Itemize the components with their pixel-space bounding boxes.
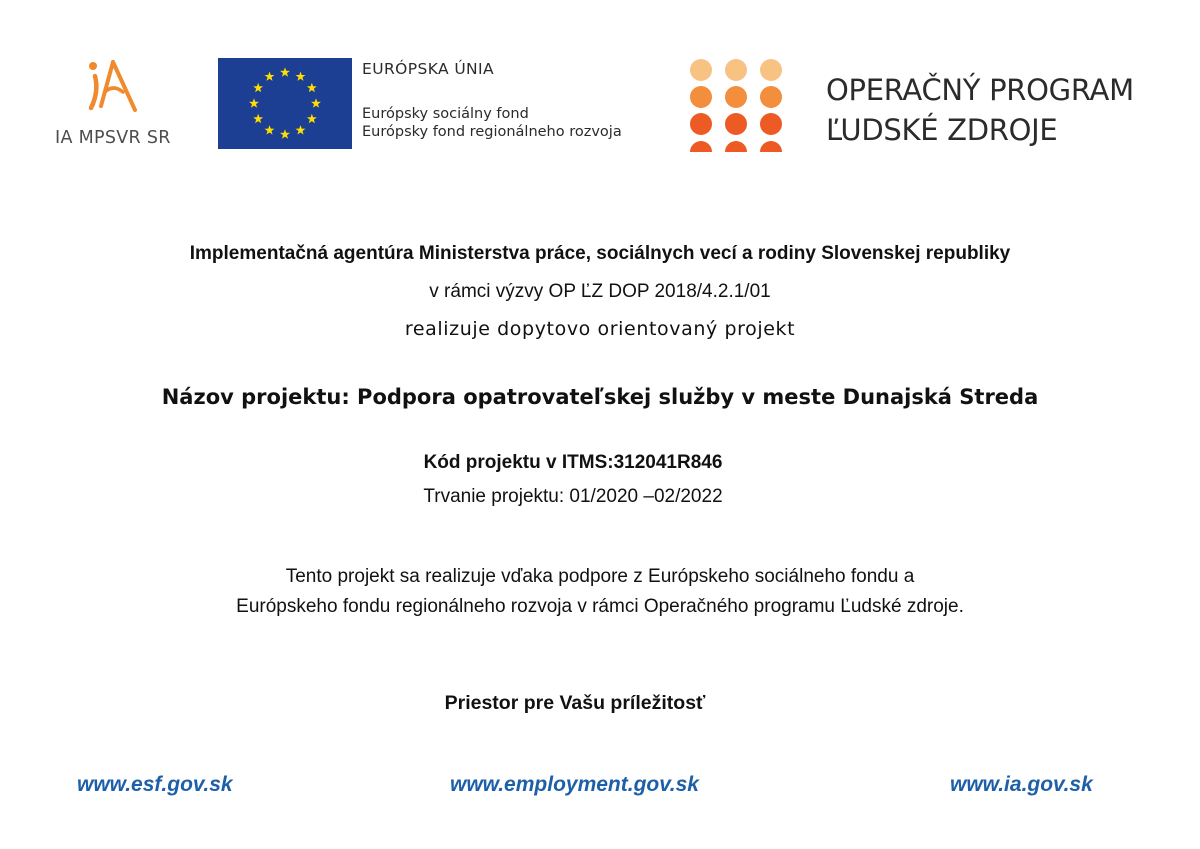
eu-star-icon	[296, 71, 306, 80]
eu-star-icon	[253, 114, 263, 123]
agency-heading: Implementačná agentúra Ministerstva práce, sociálnych vecí a rodiny Slovenskej republiky	[189, 243, 1011, 264]
project-name: Názov projektu: Podpora opatrovateľskej služby v meste Dunajská Streda	[161, 385, 1039, 409]
eu-star-icon	[249, 98, 259, 107]
op-title-line2: ĽUDSKÉ ZDROJE	[826, 113, 1058, 147]
eu-star-icon	[280, 129, 290, 138]
realize-text: realizuje dopytovo orientovaný projekt	[404, 318, 796, 340]
ia-logo-text: IA MPSVR SR	[55, 128, 171, 148]
eu-fund-erdf: Európsky fond regionálneho rozvoja	[362, 124, 622, 140]
description-line-1: Tento projekt sa realizuje vďaka podpore z Európskeho sociálneho fondu a	[285, 566, 915, 587]
link-ia[interactable]: www.ia.gov.sk	[950, 773, 1093, 796]
project-code: Kód projektu v ITMS:312041R846	[423, 452, 723, 473]
project-duration: Trvanie projektu: 01/2020 –02/2022	[423, 486, 723, 507]
eu-logo-text	[362, 60, 622, 140]
eu-star-icon	[265, 71, 275, 80]
eu-stars-icon	[218, 58, 352, 149]
eu-star-icon	[280, 67, 290, 76]
eu-star-icon	[311, 98, 321, 107]
slogan: Priestor pre Vašu príležitosť	[444, 692, 706, 714]
eu-star-icon	[253, 83, 263, 92]
eu-star-icon	[307, 83, 317, 92]
op-dots-icon	[688, 58, 784, 152]
op-title	[826, 70, 1134, 150]
eu-star-icon	[296, 125, 306, 134]
eu-flag	[218, 58, 352, 149]
op-title-line1: OPERAČNÝ PROGRAM	[826, 73, 1134, 107]
eu-fund-esf: Európsky sociálny fond	[362, 106, 529, 122]
op-dots-logo	[688, 58, 784, 152]
link-esf[interactable]: www.esf.gov.sk	[77, 773, 233, 796]
eu-star-icon	[307, 114, 317, 123]
call-reference: v rámci výzvy OP ĽZ DOP 2018/4.2.1/01	[429, 281, 771, 302]
ia-figure-icon	[83, 58, 153, 118]
ia-mpsvr-logo	[50, 58, 190, 153]
link-employment[interactable]: www.employment.gov.sk	[450, 773, 699, 796]
description-line-2: Európskeho fondu regionálneho rozvoja v rámci Operačného programu Ľudské zdroje.	[236, 596, 964, 617]
eu-star-icon	[265, 125, 275, 134]
eu-title: EURÓPSKA ÚNIA	[362, 60, 495, 78]
